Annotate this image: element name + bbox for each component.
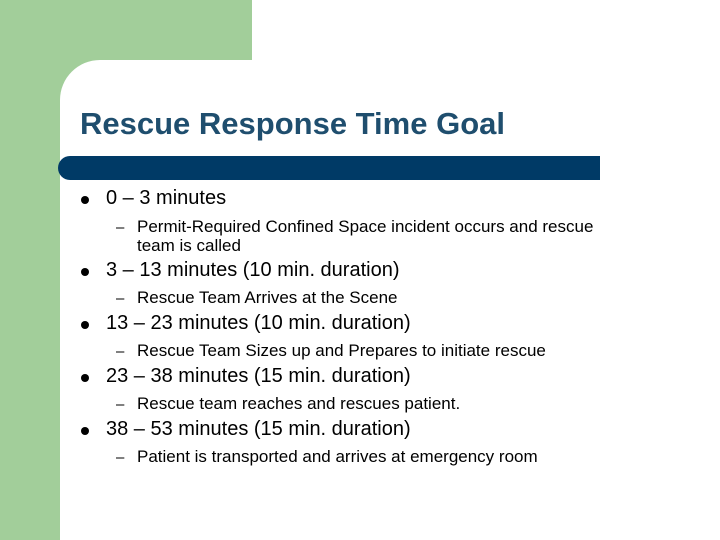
sub-bullet-2-line-1: Rescue Team Arrives at the Scene [137,288,398,307]
bullet-2-text: 3 – 13 minutes (10 min. duration) [106,259,400,281]
sub-bullet-1-text [137,217,593,255]
bullet-dot-icon [81,427,89,435]
sub-bullet-4-dash: – [116,396,125,413]
bullet-dot-icon [81,268,89,276]
bullet-dot-icon [81,196,89,204]
sub-bullet-1-line-2: team is called [137,236,241,255]
sub-bullet-1-line-1: Permit-Required Confined Space incident occurs and rescue [137,217,594,236]
sub-bullet-3-text [137,341,546,360]
sub-bullet-3-dash: – [116,343,125,360]
sub-bullet-2-dash: – [116,290,125,307]
bullet-1-text: 0 – 3 minutes [106,187,227,209]
slide-title: Rescue Response Time Goal [80,106,505,141]
bullet-3-text: 13 – 23 minutes (10 min. duration) [106,312,411,334]
sub-bullet-5-text [137,447,538,466]
bullet-dot-icon [81,374,89,382]
bullet-4-text: 23 – 38 minutes (15 min. duration) [106,365,411,387]
sub-bullet-1-dash: – [116,219,125,236]
sub-bullet-4-line-1: Rescue team reaches and rescues patient. [137,394,461,413]
bullet-dot-icon [81,321,89,329]
sub-bullet-5-dash: – [116,449,125,466]
bullet-5-text: 38 – 53 minutes (15 min. duration) [106,418,411,440]
title-underline-bar [58,156,600,180]
sub-bullet-4-text [137,394,460,413]
sub-bullet-5-line-1: Patient is transported and arrives at emergency room [137,447,538,466]
sub-bullet-2-text [137,288,398,307]
sub-bullet-3-line-1: Rescue Team Sizes up and Prepares to initiate rescue [137,341,546,360]
